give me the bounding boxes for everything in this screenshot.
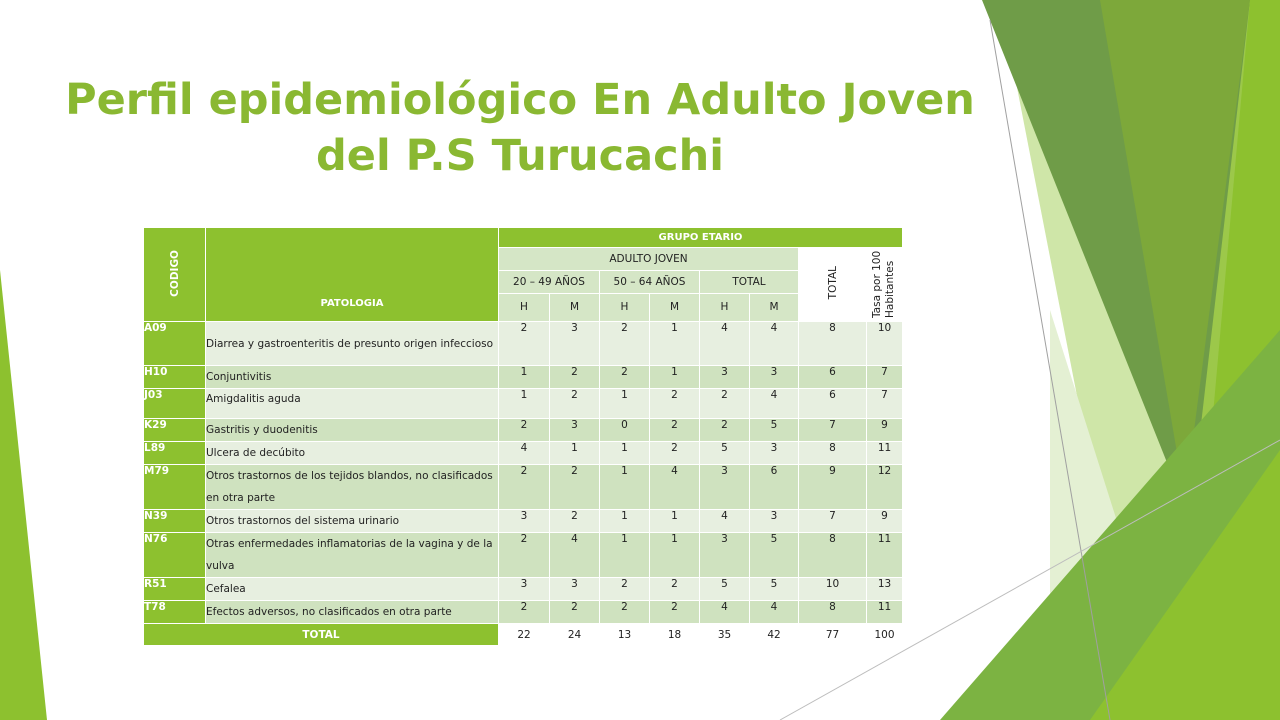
cell-total-h: 5 <box>700 578 750 601</box>
header-range-20-49: 20 – 49 AÑOS <box>499 270 600 293</box>
cell-total-m: 4 <box>750 322 799 366</box>
total-total-m: 42 <box>750 624 799 646</box>
cell-50-64-m: 4 <box>650 465 700 510</box>
header-range-50-64: 50 – 64 AÑOS <box>600 270 700 293</box>
cell-20-49-m: 4 <box>550 533 600 578</box>
cell-50-64-h: 2 <box>600 578 650 601</box>
cell-50-64-h: 1 <box>600 510 650 533</box>
table-row <box>144 465 903 510</box>
row-pathology: Conjuntivitis <box>206 366 499 389</box>
cell-total-m: 3 <box>750 442 799 465</box>
cell-50-64-h: 1 <box>600 442 650 465</box>
cell-rate: 12 <box>867 465 903 510</box>
total-50-64-h: 13 <box>600 624 650 646</box>
cell-total: 8 <box>799 442 867 465</box>
total-total-h: 35 <box>700 624 750 646</box>
cell-50-64-m: 2 <box>650 442 700 465</box>
header-h: H <box>700 293 750 321</box>
table-row <box>144 419 903 442</box>
cell-total-h: 3 <box>700 533 750 578</box>
header-m: M <box>750 293 799 321</box>
cell-rate: 11 <box>867 601 903 624</box>
row-pathology: Efectos adversos, no clasificados en otra parte <box>206 601 499 624</box>
header-m: M <box>650 293 700 321</box>
cell-total-h: 3 <box>700 366 750 389</box>
cell-total-h: 5 <box>700 442 750 465</box>
row-pathology: Cefalea <box>206 578 499 601</box>
header-range-total: TOTAL <box>700 270 799 293</box>
cell-50-64-h: 2 <box>600 366 650 389</box>
cell-20-49-m: 2 <box>550 601 600 624</box>
row-code: H10 <box>144 366 206 389</box>
header-codigo <box>144 228 206 322</box>
row-pathology: Amigdalitis aguda <box>206 389 499 419</box>
cell-50-64-h: 0 <box>600 419 650 442</box>
cell-total-m: 5 <box>750 533 799 578</box>
header-m: M <box>550 293 600 321</box>
row-code: R51 <box>144 578 206 601</box>
cell-total: 10 <box>799 578 867 601</box>
cell-50-64-h: 1 <box>600 533 650 578</box>
cell-20-49-h: 3 <box>499 578 550 601</box>
cell-total-h: 2 <box>700 389 750 419</box>
total-label: TOTAL <box>144 624 499 646</box>
total-total: 77 <box>799 624 867 646</box>
page-title <box>40 72 1000 184</box>
cell-50-64-h: 1 <box>600 465 650 510</box>
cell-total-m: 5 <box>750 578 799 601</box>
cell-20-49-h: 2 <box>499 601 550 624</box>
cell-50-64-m: 1 <box>650 366 700 389</box>
cell-total: 9 <box>799 465 867 510</box>
cell-rate: 9 <box>867 419 903 442</box>
cell-50-64-m: 2 <box>650 601 700 624</box>
cell-total-h: 2 <box>700 419 750 442</box>
cell-rate: 9 <box>867 510 903 533</box>
table-row <box>144 442 903 465</box>
epidemiology-table <box>143 227 903 646</box>
cell-50-64-m: 1 <box>650 533 700 578</box>
cell-20-49-m: 2 <box>550 366 600 389</box>
row-code: L89 <box>144 442 206 465</box>
table-row <box>144 533 903 578</box>
total-20-49-h: 22 <box>499 624 550 646</box>
table-row <box>144 510 903 533</box>
cell-total-h: 4 <box>700 322 750 366</box>
cell-total-h: 4 <box>700 601 750 624</box>
cell-total: 8 <box>799 601 867 624</box>
row-code: K29 <box>144 419 206 442</box>
cell-rate: 11 <box>867 533 903 578</box>
row-code: T78 <box>144 601 206 624</box>
cell-total-m: 4 <box>750 389 799 419</box>
header-patologia: PATOLOGIA <box>206 228 499 322</box>
cell-20-49-h: 4 <box>499 442 550 465</box>
cell-total: 8 <box>799 533 867 578</box>
title-line-1: Perfil epidemiológico En Adulto Joven <box>65 75 975 125</box>
cell-50-64-h: 2 <box>600 601 650 624</box>
cell-rate: 7 <box>867 366 903 389</box>
row-code: J03 <box>144 389 206 419</box>
row-code: N76 <box>144 533 206 578</box>
cell-20-49-m: 2 <box>550 389 600 419</box>
row-pathology: Otros trastornos de los tejidos blandos, no clasificados en otra parte <box>206 465 499 510</box>
cell-total: 6 <box>799 366 867 389</box>
cell-rate: 13 <box>867 578 903 601</box>
cell-20-49-h: 1 <box>499 366 550 389</box>
cell-50-64-m: 1 <box>650 510 700 533</box>
table-row <box>144 389 903 419</box>
row-pathology: Otros trastornos del sistema urinario <box>206 510 499 533</box>
cell-50-64-m: 1 <box>650 322 700 366</box>
cell-20-49-m: 2 <box>550 465 600 510</box>
cell-total-m: 3 <box>750 366 799 389</box>
cell-50-64-m: 2 <box>650 389 700 419</box>
cell-rate: 7 <box>867 389 903 419</box>
row-pathology: Ulcera de decúbito <box>206 442 499 465</box>
cell-20-49-h: 2 <box>499 322 550 366</box>
cell-20-49-m: 2 <box>550 510 600 533</box>
row-pathology: Diarrea y gastroenteritis de presunto origen infeccioso <box>206 322 499 366</box>
cell-total-m: 3 <box>750 510 799 533</box>
cell-50-64-m: 2 <box>650 419 700 442</box>
header-tasa <box>867 248 903 322</box>
cell-total-h: 4 <box>700 510 750 533</box>
row-pathology: Otras enfermedades inflamatorias de la vagina y de la vulva <box>206 533 499 578</box>
header-codigo-label: CODIGO <box>168 249 181 297</box>
cell-total: 8 <box>799 322 867 366</box>
header-total-label: TOTAL <box>826 266 839 300</box>
cell-rate: 11 <box>867 442 903 465</box>
table-row <box>144 322 903 366</box>
header-grupo-etario: GRUPO ETARIO <box>499 228 903 248</box>
cell-total-m: 5 <box>750 419 799 442</box>
row-pathology: Gastritis y duodenitis <box>206 419 499 442</box>
cell-20-49-h: 2 <box>499 419 550 442</box>
cell-total: 7 <box>799 419 867 442</box>
cell-rate: 10 <box>867 322 903 366</box>
header-adulto-joven: ADULTO JOVEN <box>499 248 799 271</box>
cell-20-49-h: 2 <box>499 533 550 578</box>
left-green-shape <box>0 270 47 720</box>
cell-20-49-h: 1 <box>499 389 550 419</box>
cell-20-49-m: 3 <box>550 578 600 601</box>
cell-20-49-m: 3 <box>550 322 600 366</box>
cell-50-64-m: 2 <box>650 578 700 601</box>
cell-20-49-h: 3 <box>499 510 550 533</box>
cell-total-m: 6 <box>750 465 799 510</box>
table-row <box>144 366 903 389</box>
cell-total-h: 3 <box>700 465 750 510</box>
cell-20-49-h: 2 <box>499 465 550 510</box>
cell-50-64-h: 2 <box>600 322 650 366</box>
row-code: M79 <box>144 465 206 510</box>
cell-total: 6 <box>799 389 867 419</box>
cell-50-64-h: 1 <box>600 389 650 419</box>
cell-20-49-m: 3 <box>550 419 600 442</box>
total-row <box>144 624 903 646</box>
cell-total: 7 <box>799 510 867 533</box>
row-code: A09 <box>144 322 206 366</box>
header-tasa-label: Tasa por 100 Habitantes <box>870 250 896 318</box>
row-code: N39 <box>144 510 206 533</box>
total-20-49-m: 24 <box>550 624 600 646</box>
cell-total-m: 4 <box>750 601 799 624</box>
title-line-2: del P.S Turucachi <box>316 131 724 181</box>
header-total <box>799 248 867 322</box>
total-50-64-m: 18 <box>650 624 700 646</box>
total-rate: 100 <box>867 624 903 646</box>
header-h: H <box>600 293 650 321</box>
table-row <box>144 601 903 624</box>
table-row <box>144 578 903 601</box>
header-h: H <box>499 293 550 321</box>
cell-20-49-m: 1 <box>550 442 600 465</box>
